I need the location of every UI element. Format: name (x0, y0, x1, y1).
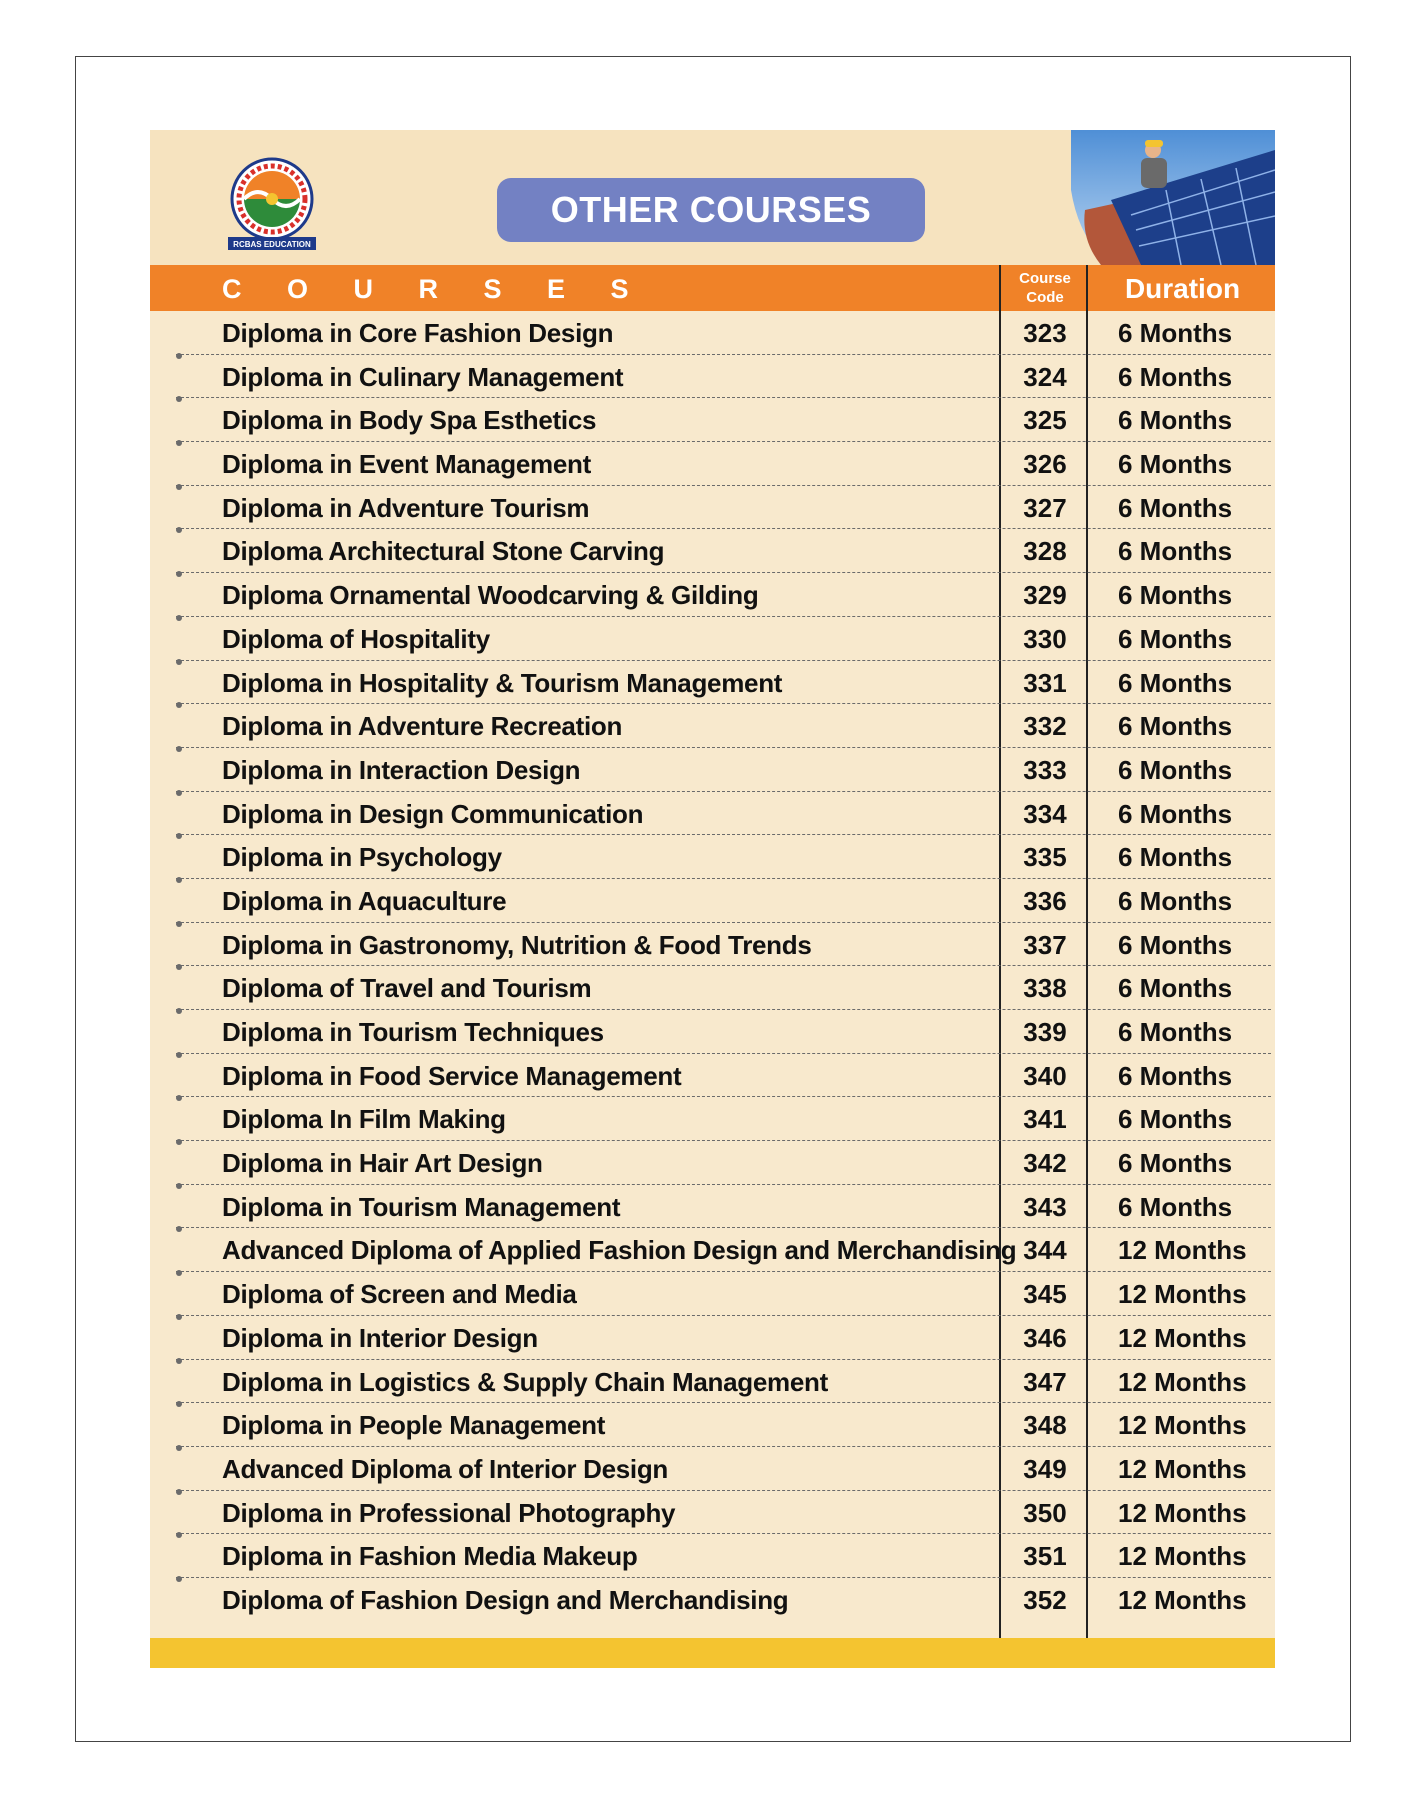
course-duration: 6 Months (1118, 754, 1233, 785)
column-header-code (1002, 269, 1088, 307)
table-row (150, 1272, 1275, 1316)
course-code: 331 (1023, 667, 1067, 698)
course-code: 345 (1023, 1279, 1067, 1310)
table-row (150, 1578, 1275, 1622)
course-duration: 6 Months (1118, 667, 1233, 698)
table-row (150, 1316, 1275, 1360)
course-duration: 12 Months (1118, 1235, 1247, 1266)
course-code: 336 (1023, 885, 1067, 916)
course-name: Diploma in Gastronomy, Nutrition & Food Trends (222, 929, 812, 960)
course-code: 338 (1023, 973, 1067, 1004)
course-code: 348 (1023, 1410, 1067, 1441)
table-row (150, 748, 1275, 792)
header-band (150, 130, 1275, 265)
table-row (150, 1010, 1275, 1054)
course-name: Diploma in Tourism Techniques (222, 1017, 604, 1047)
course-name: Diploma of Fashion Design and Merchandising (222, 1584, 789, 1615)
course-duration: 12 Months (1118, 1366, 1247, 1397)
course-duration: 6 Months (1118, 1148, 1233, 1179)
course-duration: 6 Months (1118, 885, 1233, 916)
course-code: 324 (1023, 361, 1067, 392)
course-duration: 6 Months (1118, 405, 1233, 436)
table-row (150, 617, 1275, 661)
table-row (150, 442, 1275, 486)
table-row (150, 1403, 1275, 1447)
course-duration: 6 Months (1118, 1104, 1233, 1135)
course-duration: 6 Months (1118, 318, 1233, 348)
table-row (150, 879, 1275, 923)
page-title: OTHER COURSES (497, 178, 925, 242)
table-row (150, 704, 1275, 748)
course-name: Advanced Diploma of Applied Fashion Design and Merchandising (222, 1235, 1017, 1266)
course-duration: 12 Months (1118, 1541, 1247, 1572)
course-duration: 6 Months (1118, 798, 1233, 829)
course-code: 325 (1023, 405, 1067, 436)
column-header-duration: Duration (1124, 273, 1241, 304)
course-duration: 12 Months (1118, 1279, 1247, 1310)
column-header-courses: C O U R S E S (222, 274, 648, 304)
table-row (150, 923, 1275, 967)
course-code: 351 (1023, 1541, 1067, 1572)
course-duration: 6 Months (1118, 623, 1233, 654)
table-row (150, 1491, 1275, 1535)
course-name: Advanced Diploma of Interior Design (222, 1453, 669, 1484)
course-name: Diploma in People Management (222, 1410, 606, 1441)
course-code: 343 (1023, 1191, 1067, 1222)
course-name: Diploma in Food Service Management (222, 1060, 682, 1091)
logo-text: RCBAS EDUCATION (233, 240, 311, 249)
course-name: Diploma in Adventure Recreation (222, 711, 623, 742)
course-duration: 6 Months (1118, 361, 1233, 392)
table-row (150, 1141, 1275, 1185)
course-name: Diploma in Adventure Tourism (222, 492, 590, 523)
course-duration: 6 Months (1118, 973, 1233, 1004)
course-code: 333 (1023, 754, 1067, 785)
course-name: Diploma Ornamental Woodcarving & Gilding (222, 580, 759, 611)
table-row (150, 966, 1275, 1010)
table-row (150, 1054, 1275, 1098)
course-code: 323 (1023, 318, 1067, 348)
course-code: 326 (1023, 449, 1067, 480)
course-duration: 6 Months (1118, 492, 1233, 523)
course-code: 327 (1023, 492, 1067, 523)
course-duration: 6 Months (1118, 929, 1233, 960)
course-code: 342 (1023, 1148, 1067, 1179)
course-name: Diploma of Hospitality (222, 623, 490, 654)
table-row (150, 398, 1275, 442)
table-row (150, 1534, 1275, 1578)
course-name: Diploma Architectural Stone Carving (222, 536, 665, 567)
table-row (150, 1447, 1275, 1491)
table-row (150, 486, 1275, 530)
course-code: 352 (1023, 1584, 1067, 1615)
table-row (150, 1185, 1275, 1229)
table-row (150, 529, 1275, 573)
course-code: 346 (1023, 1322, 1067, 1353)
table-row (150, 573, 1275, 617)
course-name: Diploma in Logistics & Supply Chain Management (222, 1366, 828, 1397)
course-duration: 6 Months (1118, 1017, 1233, 1047)
course-name: Diploma in Interaction Design (222, 754, 581, 785)
course-code: 330 (1023, 623, 1067, 654)
column-header-code-line1: Course (1019, 270, 1071, 287)
course-name: Diploma in Culinary Management (222, 361, 624, 392)
course-name: Diploma in Professional Photography (222, 1497, 676, 1528)
course-duration: 6 Months (1118, 1191, 1233, 1222)
course-code: 344 (1023, 1235, 1067, 1266)
course-name: Diploma of Screen and Media (222, 1279, 577, 1310)
column-header-code-line2: Code (1026, 289, 1064, 306)
table-row (150, 1097, 1275, 1141)
course-name: Diploma in Psychology (222, 842, 502, 873)
course-code: 334 (1023, 798, 1067, 829)
solar-panel-worker-photo (1071, 130, 1275, 265)
course-duration: 6 Months (1118, 711, 1233, 742)
course-code: 341 (1023, 1104, 1067, 1135)
course-code: 339 (1023, 1017, 1067, 1047)
institute-logo-icon (222, 155, 322, 253)
course-duration: 12 Months (1118, 1584, 1247, 1615)
course-duration: 12 Months (1118, 1453, 1247, 1484)
course-duration: 6 Months (1118, 580, 1233, 611)
course-code: 350 (1023, 1497, 1067, 1528)
course-code: 347 (1023, 1366, 1067, 1397)
table-row (150, 1360, 1275, 1404)
course-code: 340 (1023, 1060, 1067, 1091)
course-code: 335 (1023, 842, 1067, 873)
course-name: Diploma in Body Spa Esthetics (222, 405, 597, 436)
course-duration: 6 Months (1118, 536, 1233, 567)
course-name: Diploma of Travel and Tourism (222, 973, 592, 1004)
table-header (150, 265, 1275, 311)
course-code: 349 (1023, 1453, 1067, 1484)
footer-bar (150, 1638, 1275, 1668)
courses-panel (150, 130, 1275, 1668)
course-name: Diploma in Hair Art Design (222, 1148, 543, 1179)
course-name: Diploma in Design Communication (222, 798, 644, 829)
table-row (150, 355, 1275, 399)
course-code: 329 (1023, 580, 1067, 611)
course-duration: 12 Months (1118, 1322, 1247, 1353)
table-row (150, 661, 1275, 705)
course-duration: 6 Months (1118, 449, 1233, 480)
course-name: Diploma in Interior Design (222, 1322, 538, 1353)
course-name: Diploma in Aquaculture (222, 885, 507, 916)
table-row (150, 311, 1275, 355)
course-duration: 12 Months (1118, 1410, 1247, 1441)
course-code: 332 (1023, 711, 1067, 742)
course-list (150, 311, 1275, 1622)
table-row (150, 1228, 1275, 1272)
table-row (150, 835, 1275, 879)
course-name: Diploma in Tourism Management (222, 1191, 621, 1222)
table-row (150, 792, 1275, 836)
course-name: Diploma in Fashion Media Makeup (222, 1541, 638, 1572)
course-duration: 6 Months (1118, 1060, 1233, 1091)
course-duration: 12 Months (1118, 1497, 1247, 1528)
course-name: Diploma in Hospitality & Tourism Management (222, 667, 783, 698)
course-name: Diploma in Core Fashion Design (222, 318, 614, 348)
course-name: Diploma In Film Making (222, 1104, 506, 1135)
course-duration: 6 Months (1118, 842, 1233, 873)
course-code: 328 (1023, 536, 1067, 567)
course-name: Diploma in Event Management (222, 449, 591, 480)
course-code: 337 (1023, 929, 1067, 960)
